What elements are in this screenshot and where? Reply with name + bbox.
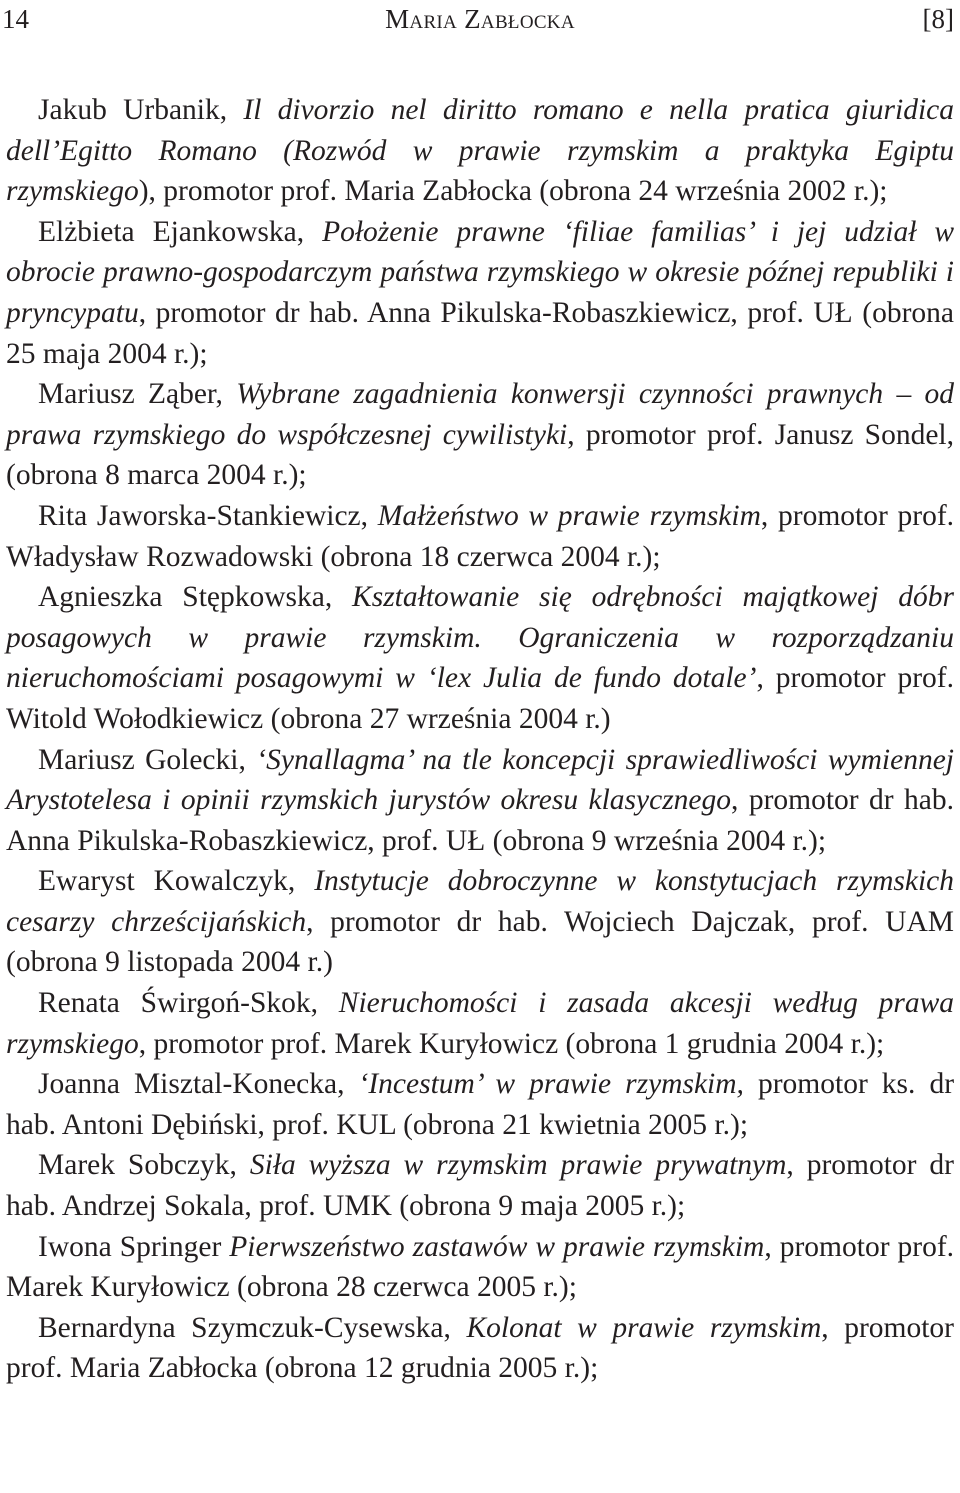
entry-title: Instytucje dobroczynne w konstytucjach rzymskich cesarzy chrześcijańskich: [6, 865, 954, 938]
entry-author: Marek Sobczyk,: [38, 1149, 237, 1182]
running-title: Maria Zabłocka: [385, 4, 575, 34]
entry-details: , promotor prof. Janusz Sondel, (obrona 8 marca 2004 r.);: [6, 418, 954, 492]
entry-author: Joanna Misztal-Konecka,: [38, 1068, 345, 1101]
entry-author: Ewaryst Kowalczyk,: [38, 865, 296, 898]
list-entry: [6, 496, 954, 577]
entry-title: Położenie prawne ‘filiae familias’ i jej udział w obrocie prawno-gospodarczym państwa rzymskiego w okresie późnej republiki i pryncypatu: [6, 215, 954, 329]
entry-title: ‘Synallagma’ na tle koncepcji sprawiedliwości wymiennej Arystotelesa i opinii rzymskich jurystów okresu klasycznego: [6, 743, 955, 817]
entry-author: Agnieszka Stępkowska,: [38, 581, 333, 614]
entry-author: Renata Świrgoń-Skok,: [38, 987, 318, 1020]
page-number: 14: [2, 4, 29, 34]
entry-title: Siła wyższa w rzymskim prawie prywatnym: [249, 1149, 787, 1182]
list-entry: [6, 1145, 954, 1226]
list-entry: [6, 1308, 954, 1389]
entry-details: promotor ks. dr hab. Antoni Dębiński, prof. KUL (obrona 21 kwietnia 2005 r.);: [6, 1068, 955, 1141]
list-entry: [6, 1227, 954, 1308]
entry-author: Bernardyna Szymczuk-Cysewska,: [38, 1311, 451, 1344]
list-entry: [6, 861, 954, 983]
list-entry: [6, 983, 954, 1064]
entry-title: Kolonat w prawie rzymskim: [466, 1311, 822, 1344]
list-entry: [6, 212, 954, 374]
entry-details: , promotor dr hab. Anna Pikulska-Robaszkiewicz, prof. UŁ (obrona 25 maja 2004 r.);: [6, 296, 954, 370]
entry-author: Mariusz Golecki,: [38, 743, 246, 776]
entry-details: , promotor dr hab. Wojciech Dajczak, prof. UAM (obrona 9 listopada 2004 r.): [6, 905, 955, 979]
entry-author: Mariusz Ząber,: [38, 378, 223, 411]
entry-author: Iwona Springer: [38, 1230, 222, 1263]
entry-details: , promotor prof. Władysław Rozwadowski (obrona 18 czerwca 2004 r.);: [6, 499, 955, 573]
entry-details: , promotor prof. Marek Kuryłowicz (obrona 1 grudnia 2004 r.);: [138, 1027, 885, 1060]
entry-details: , promotor prof. Marek Kuryłowicz (obrona 28 czerwca 2005 r.);: [6, 1230, 955, 1304]
entry-author: Elżbieta Ejankowska,: [38, 215, 305, 248]
list-entry: [6, 740, 954, 862]
list-entry: [6, 90, 954, 212]
section-marker: [8]: [922, 4, 954, 34]
entry-title: Pierwszeństwo zastawów w prawie rzymskim: [229, 1230, 765, 1263]
entry-details: , promotor prof. Witold Wołodkiewicz (obrona 27 września 2004 r.): [6, 662, 955, 735]
running-header: [0, 0, 960, 40]
entry-title: Nieruchomości i zasada akcesji według prawa rzymskiego: [6, 987, 955, 1060]
entry-details: , promotor dr hab. Anna Pikulska-Robaszkiewicz, prof. UŁ (obrona 9 września 2004 r.);: [6, 784, 954, 857]
entry-title: Wybrane zagadnienia konwersji czynności prawnych – od prawa rzymskiego do współczesnej cywilistyki: [6, 378, 954, 451]
dissertation-list: [6, 90, 954, 1389]
entry-title: Kształtowanie się odrębności majątkowej dóbr posagowych w prawie rzymskim. Ograniczenia w rozporządzaniu nieruchomościami posagowymi w ‘lex Julia de fundo dotale’: [6, 581, 954, 695]
entry-title: Il divorzio nel diritto romano e nella pratica giuridica dell’Egitto Romano (Rozwód w prawie rzymskim a praktyka Egiptu rzymskiego: [6, 94, 955, 208]
entry-title: Małżeństwo w prawie rzymskim: [377, 499, 761, 532]
list-entry: [6, 1064, 954, 1145]
entry-author: Jakub Urbanik,: [38, 94, 228, 126]
list-entry: [6, 374, 954, 496]
list-entry: [6, 577, 954, 739]
entry-title: ‘Incestum’ w prawie rzymskim,: [358, 1068, 744, 1101]
entry-details: ), promotor prof. Maria Zabłocka (obrona 24 września 2002 r.);: [138, 175, 888, 208]
entry-details: , promotor prof. Maria Zabłocka (obrona 12 grudnia 2005 r.);: [6, 1311, 954, 1385]
entry-details: , promotor dr hab. Andrzej Sokala, prof. UMK (obrona 9 maja 2005 r.);: [6, 1149, 955, 1223]
entry-author: Rita Jaworska-Stankiewicz,: [38, 499, 369, 532]
